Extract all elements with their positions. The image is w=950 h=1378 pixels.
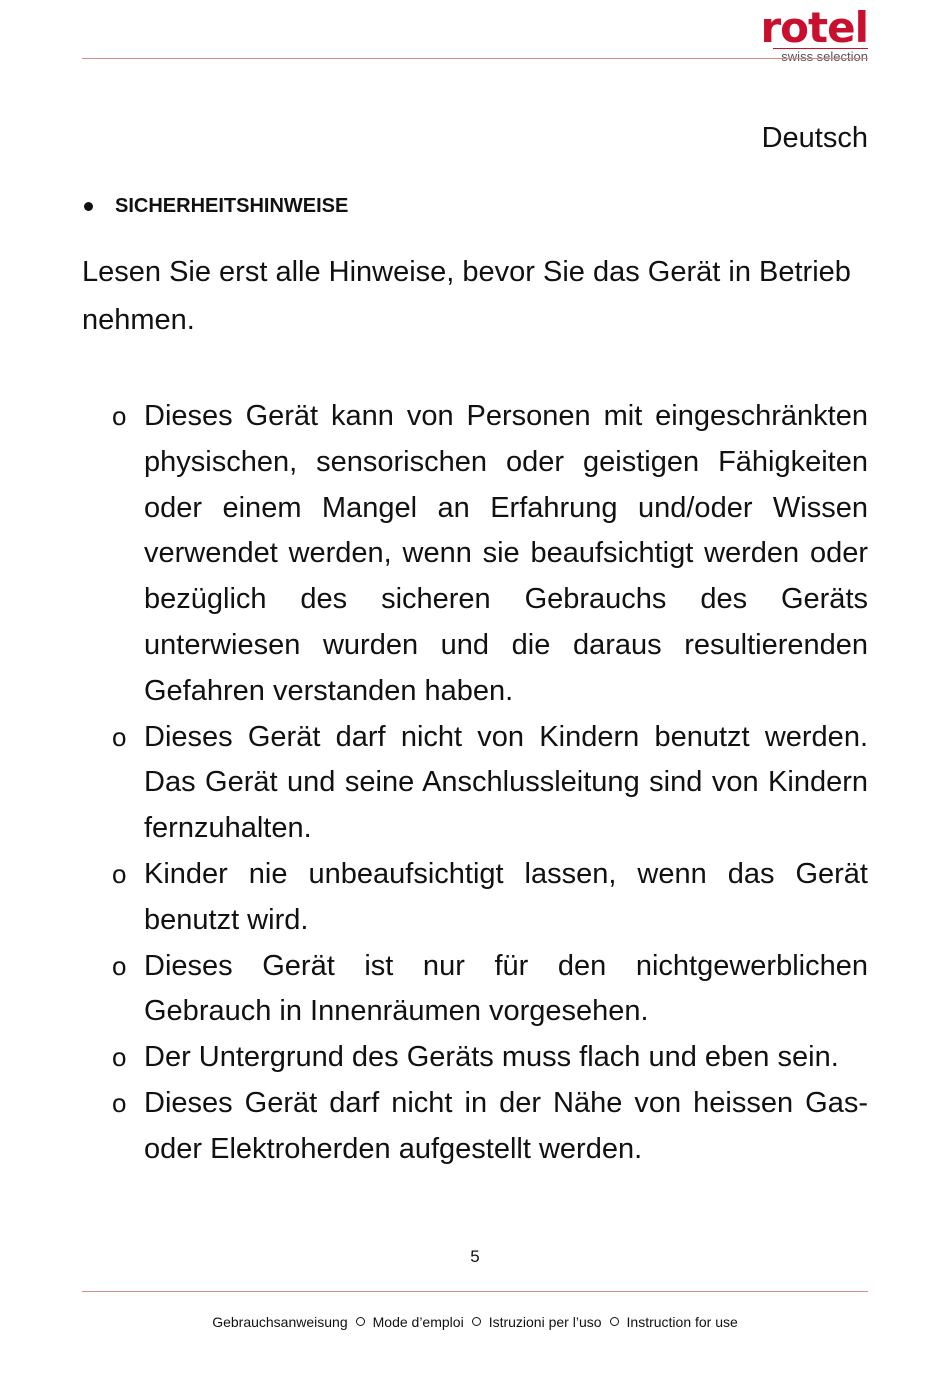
list-item-text: Der Untergrund des Geräts muss flach und eben sein.: [144, 1041, 839, 1074]
circle-separator-icon: [356, 1317, 365, 1326]
list-item: [112, 715, 868, 852]
circle-separator-icon: [472, 1317, 481, 1326]
bullet-icon: [84, 202, 93, 211]
list-marker: o: [112, 1087, 127, 1118]
footer-item-it: Istruzioni per l’uso: [488, 1314, 602, 1330]
page-number: 5: [470, 1247, 480, 1266]
footer-item-de: Gebrauchsanweisung: [212, 1314, 348, 1330]
list-item: [112, 944, 868, 1036]
footer-item-en: Instruction for use: [626, 1314, 738, 1330]
list-item-text: Dieses Gerät kann von Personen mit eingeschränkten physischen, sensorischen oder geistigen Fähigkeiten oder einem Mangel an Erfahrung und/oder Wissen verwendet werden, wenn sie beaufsichtigt werden oder bezüglich des sicheren Gebrauchs des Geräts unterwiesen wurden und die daraus resultierenden Gefahren verstanden haben.: [144, 400, 868, 707]
list-marker: o: [112, 1042, 127, 1073]
section-heading: [82, 192, 348, 220]
list-item-text: Dieses Gerät darf nicht von Kindern benutzt werden. Das Gerät und seine Anschlussleitung sind von Kindern fernzuhalten.: [144, 720, 868, 845]
header-divider: [82, 58, 868, 59]
list-item-text: Dieses Gerät ist nur für den nichtgewerblichen Gebrauch in Innenräumen vorgesehen.: [144, 949, 868, 1028]
list-marker: o: [112, 401, 127, 431]
list-item: [112, 1035, 868, 1081]
intro-paragraph: Lesen Sie erst alle Hinweise, bevor Sie das Gerät in Betrieb nehmen.: [82, 256, 851, 336]
language-label: Deutsch: [761, 122, 868, 154]
list-marker: o: [112, 858, 127, 889]
brand-tagline: swiss selection: [773, 48, 868, 63]
safety-rules-list: [112, 394, 868, 1173]
list-item: [112, 394, 868, 715]
list-item: [112, 852, 868, 944]
list-marker: o: [112, 721, 127, 752]
list-item-text: Dieses Gerät darf nicht in der Nähe von heissen Gas- oder Elektroherden aufgestellt werden.: [144, 1086, 868, 1165]
footer-languages: [0, 1312, 950, 1332]
list-marker: o: [112, 950, 127, 981]
circle-separator-icon: [610, 1317, 619, 1326]
list-item-text: Kinder nie unbeaufsichtigt lassen, wenn das Gerät benutzt wird.: [144, 857, 868, 936]
list-item: [112, 1081, 868, 1173]
section-heading-text: SICHERHEITSHINWEISE: [115, 195, 349, 217]
footer-item-fr: Mode d’emploi: [372, 1314, 464, 1330]
footer-divider: [82, 1291, 868, 1292]
brand-name: rotel: [760, 3, 868, 52]
